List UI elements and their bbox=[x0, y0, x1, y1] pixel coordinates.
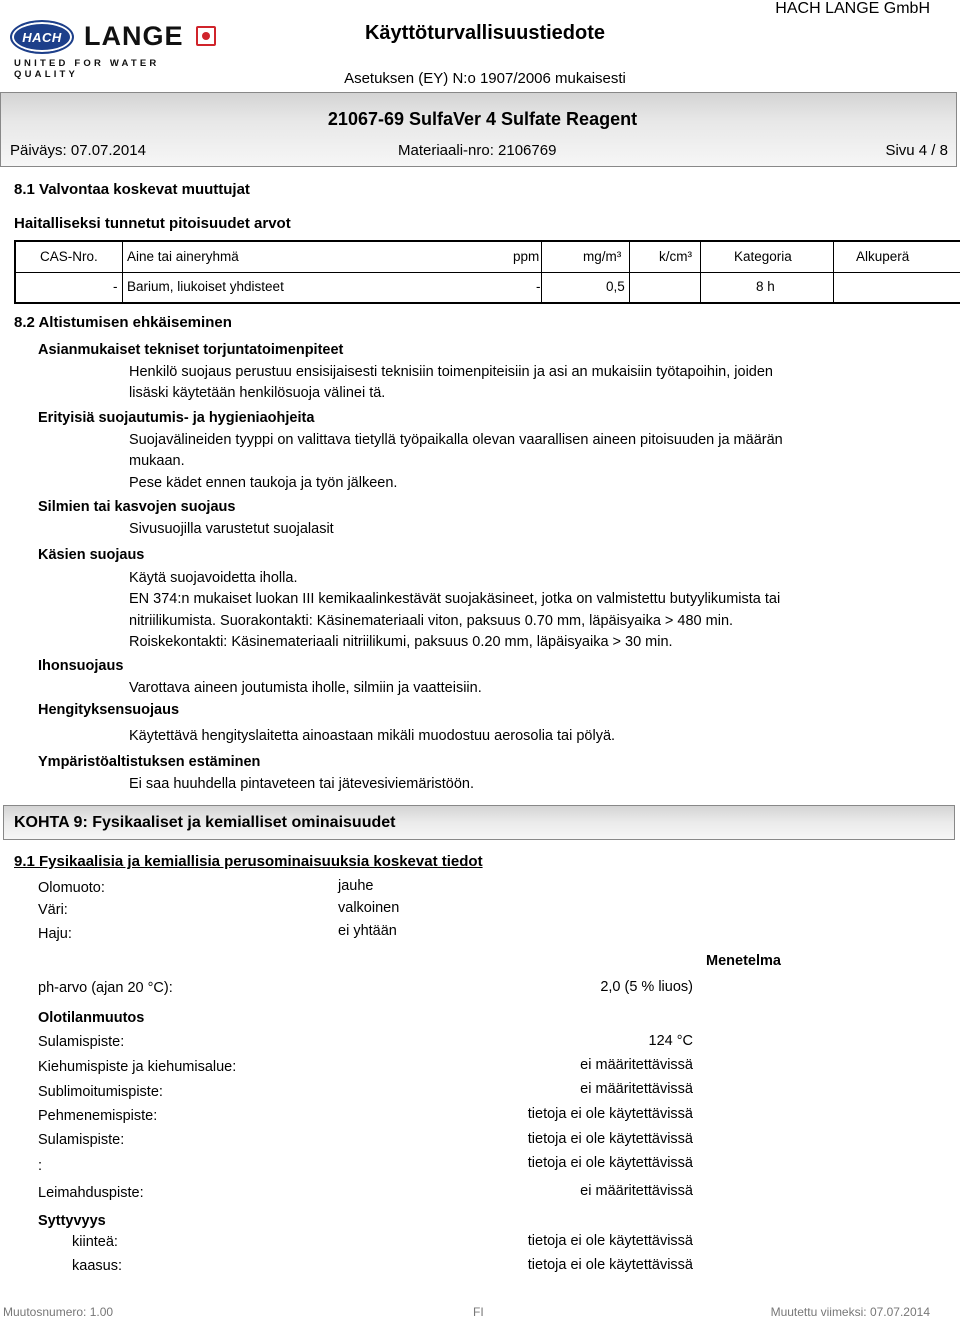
section-8-2-title: 8.2 Altistumisen ehkäiseminen bbox=[14, 314, 232, 331]
property-value: tietoja ei ole käytettävissä bbox=[527, 1131, 693, 1147]
page-number: Sivu 4 / 8 bbox=[885, 142, 948, 159]
regulation-line: Asetuksen (EY) N:o 1907/2006 mukaisesti bbox=[344, 70, 626, 87]
odor-value: ei yhtään bbox=[338, 923, 397, 939]
document-date: Päiväys: 07.07.2014 bbox=[10, 142, 146, 159]
section-8-1-title: 8.1 Valvontaa koskevat muuttujat bbox=[14, 181, 250, 198]
hygiene-measures-line-2: mukaan. bbox=[129, 453, 185, 469]
property-label: Leimahduspiste: bbox=[38, 1185, 144, 1201]
color-label: Väri: bbox=[38, 902, 68, 918]
property-label: Sulamispiste: bbox=[38, 1034, 125, 1050]
property-value: ei määritettävissä bbox=[580, 1057, 693, 1073]
table-header-origin: Alkuperä bbox=[856, 249, 910, 264]
lange-logo-text: LANGE bbox=[84, 21, 184, 51]
hygiene-measures-line-1: Suojavälineiden tyyppi on valittava tietyllä työpaikalla olevan vaarallisen aineen pitoisuuden ja määrän bbox=[129, 432, 783, 448]
flammability-solid-label: kiinteä: bbox=[72, 1234, 118, 1250]
product-name: 21067-69 SulfaVer 4 Sulfate Reagent bbox=[327, 109, 638, 129]
hach-logo-text: HACH bbox=[22, 30, 62, 45]
flammability-gas-label: kaasus: bbox=[72, 1258, 122, 1274]
footer-revision: Muutosnumero: 1.00 bbox=[3, 1305, 114, 1319]
ph-label: ph-arvo (ajan 20 °C): bbox=[38, 980, 173, 996]
table-column-divider bbox=[122, 242, 123, 302]
property-label: Kiehumispiste ja kiehumisalue: bbox=[38, 1059, 237, 1075]
property-label: : bbox=[38, 1158, 43, 1174]
hand-protection-line-2: EN 374:n mukaiset luokan III kemikaalinkestävät suojakäsineet, jotka on valmistettu butyylikumista tai bbox=[129, 591, 781, 607]
environmental-exposure-text: Ei saa huuhdella pintaveteen tai jätevesiviemäristöön. bbox=[129, 776, 474, 792]
table-column-divider bbox=[833, 242, 834, 302]
section-9-heading-box bbox=[3, 805, 955, 840]
property-value: tietoja ei ole käytettävissä bbox=[527, 1155, 693, 1171]
footer-modified: Muutettu viimeksi: 07.07.2014 bbox=[770, 1305, 930, 1319]
table-row-divider bbox=[16, 272, 960, 273]
table-header-substance: Aine tai aineryhmä bbox=[127, 249, 239, 264]
eye-protection-label: Silmien tai kasvojen suojaus bbox=[38, 499, 236, 515]
table-cell-cas: - bbox=[113, 279, 118, 294]
material-number: Materiaali-nro: 2106769 bbox=[398, 142, 557, 159]
hygiene-measures-label: Erityisiä suojautumis- ja hygieniaohjeita bbox=[38, 410, 315, 426]
hand-protection-line-3: nitriilikumista. Suorakontakti: Käsinemateriaali viton, paksuus 0.70 mm, läpäisyaika > 480 min. bbox=[129, 613, 734, 629]
form-value: jauhe bbox=[338, 878, 374, 894]
section-9-1-title: 9.1 Fysikaalisia ja kemiallisia perusominaisuuksia koskevat tiedot bbox=[14, 853, 483, 870]
flammability-label: Syttyvyys bbox=[38, 1213, 106, 1229]
state-change-label: Olotilanmuutos bbox=[38, 1010, 145, 1026]
company-name: HACH LANGE GmbH bbox=[775, 0, 930, 17]
hygiene-measures-line-3: Pese kädet ennen taukoja ja työn jälkeen. bbox=[129, 475, 398, 491]
table-column-divider bbox=[700, 242, 701, 302]
skin-protection-label: Ihonsuojaus bbox=[38, 658, 124, 674]
technical-measures-line-1: Henkilö suojaus perustuu ensisijaisesti teknisiin toimenpiteisiin ja asi an mukaisiin työtapoihin, joiden bbox=[129, 364, 773, 380]
logo-tagline: UNITED FOR WATER QUALITY bbox=[14, 58, 160, 80]
table-column-divider bbox=[541, 242, 542, 302]
hand-protection-line-4: Roiskekontakti: Käsinemateriaali nitriilikumi, paksuus 0.20 mm, läpäisyaika > 30 min. bbox=[129, 634, 673, 650]
hand-protection-line-1: Käytä suojavoidetta iholla. bbox=[129, 570, 298, 586]
flammability-gas-value: tietoja ei ole käytettävissä bbox=[527, 1257, 693, 1273]
table-header-kcm3: k/cm³ bbox=[659, 249, 692, 264]
property-value: 124 °C bbox=[648, 1033, 693, 1049]
property-value: tietoja ei ole käytettävissä bbox=[527, 1106, 693, 1122]
footer-language: FI bbox=[473, 1305, 484, 1319]
ph-value: 2,0 (5 % liuos) bbox=[600, 979, 693, 995]
section-9-heading: KOHTA 9: Fysikaaliset ja kemialliset ominaisuudet bbox=[14, 814, 396, 831]
property-label: Pehmenemispiste: bbox=[38, 1108, 158, 1124]
technical-measures-label: Asianmukaiset tekniset torjuntatoimenpiteet bbox=[38, 342, 344, 358]
eye-protection-text: Sivusuojilla varustetut suojalasit bbox=[129, 521, 334, 537]
table-header-ppm: ppm bbox=[513, 249, 540, 264]
table-header-mgm3: mg/m³ bbox=[583, 249, 622, 264]
skin-protection-text: Varottava aineen joutumista iholle, silmiin ja vaatteisiin. bbox=[129, 680, 482, 696]
flammability-solid-value: tietoja ei ole käytettävissä bbox=[527, 1233, 693, 1249]
document-title: Käyttöturvallisuustiedote bbox=[364, 22, 606, 44]
respiratory-protection-text: Käytettävä hengityslaitetta ainoastaan mikäli muodostuu aerosolia tai pölyä. bbox=[129, 728, 616, 744]
table-cell-mgm3: 0,5 bbox=[606, 279, 625, 294]
section-8-1-subtitle: Haitalliseksi tunnetut pitoisuudet arvot bbox=[14, 215, 291, 232]
exposure-limits-table bbox=[14, 240, 960, 304]
table-cell-ppm: - bbox=[536, 279, 541, 294]
property-label: Sublimoitumispiste: bbox=[38, 1084, 163, 1100]
table-cell-category: 8 h bbox=[756, 279, 775, 294]
method-column-header: Menetelma bbox=[706, 953, 781, 969]
color-value: valkoinen bbox=[338, 900, 400, 916]
property-value: ei määritettävissä bbox=[580, 1081, 693, 1097]
table-header-cas: CAS-Nro. bbox=[40, 249, 98, 264]
table-column-divider bbox=[629, 242, 630, 302]
hand-protection-label: Käsien suojaus bbox=[38, 547, 145, 563]
table-header-category: Kategoria bbox=[734, 249, 792, 264]
respiratory-protection-label: Hengityksensuojaus bbox=[38, 702, 180, 718]
odor-label: Haju: bbox=[38, 926, 72, 942]
property-label: Sulamispiste: bbox=[38, 1132, 125, 1148]
technical-measures-line-2: lisäski käytetään henkilösuoja välinei tä. bbox=[129, 385, 386, 401]
table-cell-substance: Barium, liukoiset yhdisteet bbox=[127, 279, 284, 294]
form-label: Olomuoto: bbox=[38, 880, 105, 896]
property-value: ei määritettävissä bbox=[580, 1183, 693, 1199]
environmental-exposure-label: Ympäristöaltistuksen estäminen bbox=[38, 754, 261, 770]
